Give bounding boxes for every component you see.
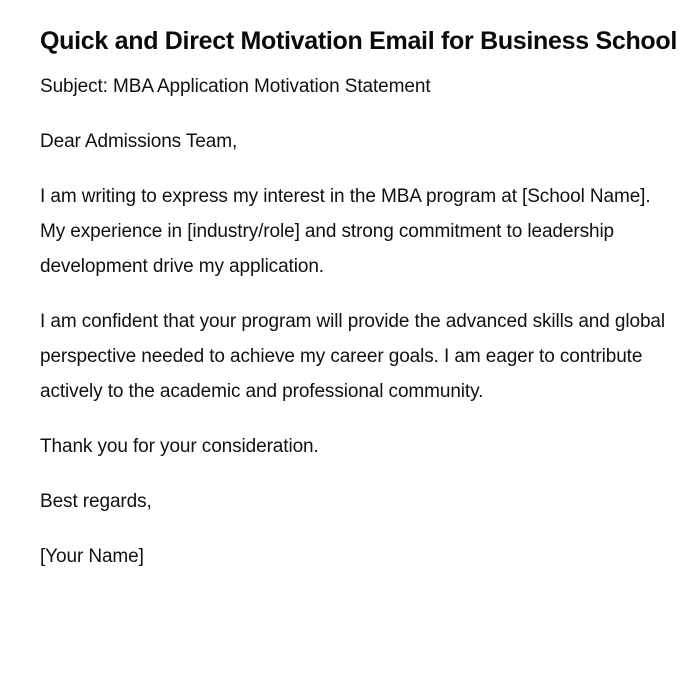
document-title: Quick and Direct Motivation Email for Business School — [40, 27, 678, 55]
body-paragraph-2: I am confident that your program will provide the advanced skills and global perspective needed to achieve my career goals. I am eager to contribute actively to the academic and professional community. — [40, 311, 666, 402]
signature-placeholder: [Your Name] — [40, 546, 144, 567]
thanks-line: Thank you for your consideration. — [40, 436, 319, 457]
email-greeting: Dear Admissions Team, — [40, 131, 238, 152]
email-document — [40, 19, 680, 574]
email-subject: Subject: MBA Application Motivation Statement — [40, 76, 431, 97]
body-paragraph-1: I am writing to express my interest in the MBA program at [School Name]. My experience in [industry/role] and strong commitment to leadership development drive my application. — [40, 186, 651, 277]
closing-line: Best regards, — [40, 491, 152, 512]
